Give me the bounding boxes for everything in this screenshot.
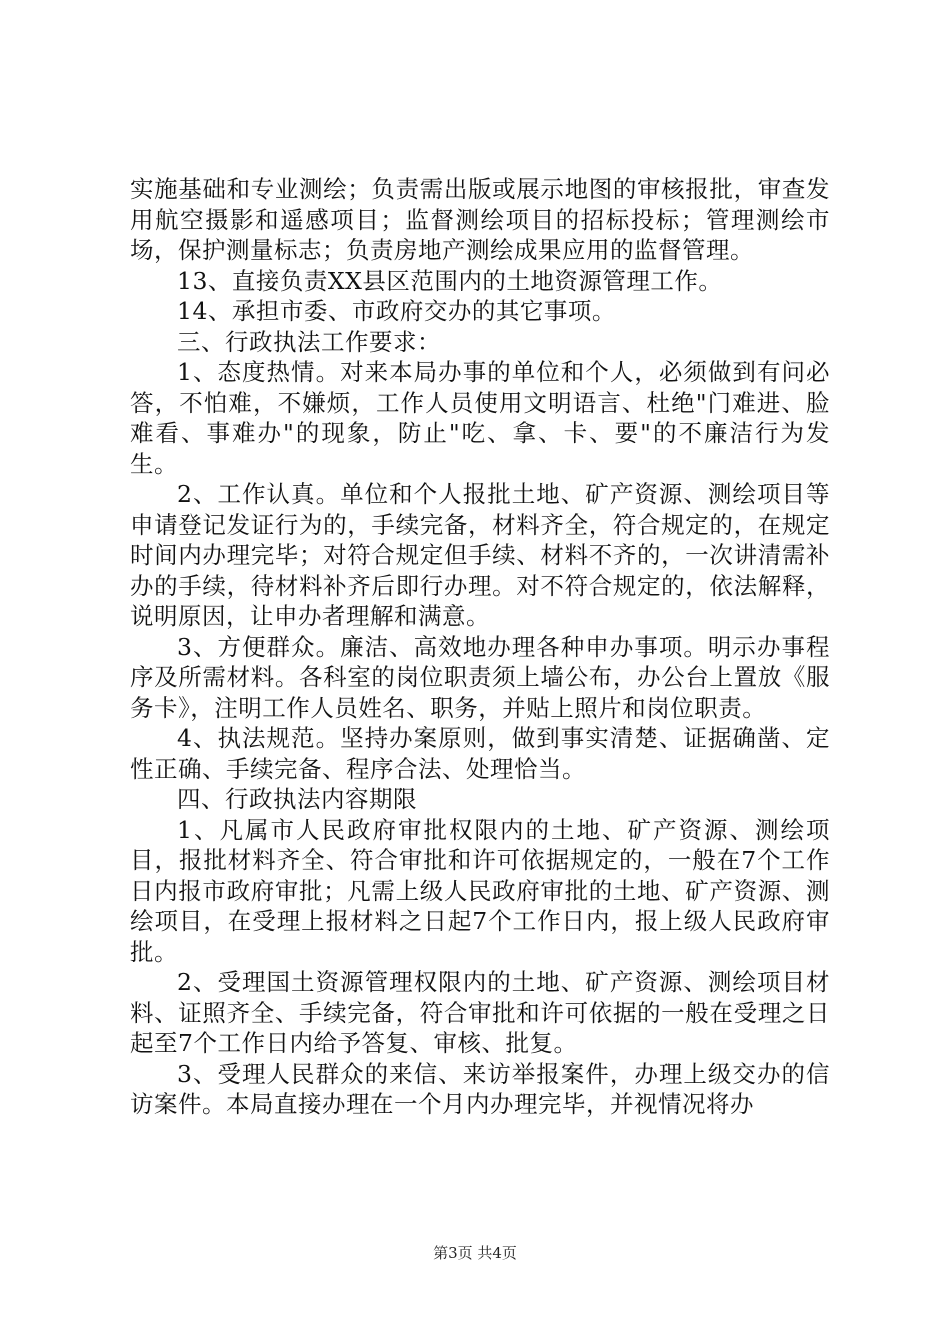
paragraph: 14、承担市委、市政府交办的其它事项。 <box>177 297 616 325</box>
paragraph: 2、受理国土资源管理权限内的土地、矿产资源、测绘项目材料、证照齐全、手续完备，符合审批和许可依据的一般在受理之日起至7个工作日内给予答复、审核、批复。 <box>130 968 830 1057</box>
document-body <box>130 174 830 1120</box>
paragraph: 13、直接负责XX县区范围内的土地资源管理工作。 <box>177 266 723 295</box>
paragraph: 1、态度热情。对来本局办事的单位和个人，必须做到有问必答，不怕难，不嫌烦，工作人员使用文明语言、杜绝"门难进、脸难看、事难办"的现象，防止"吃、拿、卡、要"的不廉洁行为发生。 <box>130 358 830 478</box>
page-number-footer: 第3页 共4页 <box>433 1244 517 1262</box>
paragraph: 1、凡属市人民政府审批权限内的土地、矿产资源、测绘项目，报批材料齐全、符合审批和许可依据规定的，一般在7个工作日内报市政府审批；凡需上级人民政府审批的土地、矿产资源、测绘项目，在受理上报材料之日起7个工作日内，报上级人民政府审批。 <box>130 815 830 966</box>
paragraph: 3、方便群众。廉洁、高效地办理各种申办事项。明示办事程序及所需材料。各科室的岗位职责须上墙公布，办公台上置放《服务卡》，注明工作人员姓名、职务，并贴上照片和岗位职责。 <box>130 632 830 722</box>
section-heading: 三、行政执法工作要求： <box>177 327 441 356</box>
paragraph: 4、执法规范。坚持办案原则，做到事实清楚、证据确凿、定性正确、手续完备、程序合法、处理恰当。 <box>130 724 830 783</box>
paragraph: 实施基础和专业测绘；负责需出版或展示地图的审核报批，审查发用航空摄影和遥感项目；监督测绘项目的招标投标；管理测绘市场，保护测量标志；负责房地产测绘成果应用的监督管理。 <box>130 175 830 264</box>
paragraph: 3、受理人民群众的来信、来访举报案件，办理上级交办的信访案件。本局直接办理在一个月内办理完毕，并视情况将办 <box>130 1059 830 1118</box>
section-heading: 四、行政执法内容期限 <box>177 785 417 813</box>
paragraph: 2、工作认真。单位和个人报批土地、矿产资源、测绘项目等申请登记发证行为的，手续完备，材料齐全，符合规定的，在规定时间内办理完毕；对符合规定但手续、材料不齐的，一次讲清需补办的手续，待材料补齐后即行办理。对不符合规定的，依法解释，说明原因，让申办者理解和满意。 <box>130 480 830 630</box>
